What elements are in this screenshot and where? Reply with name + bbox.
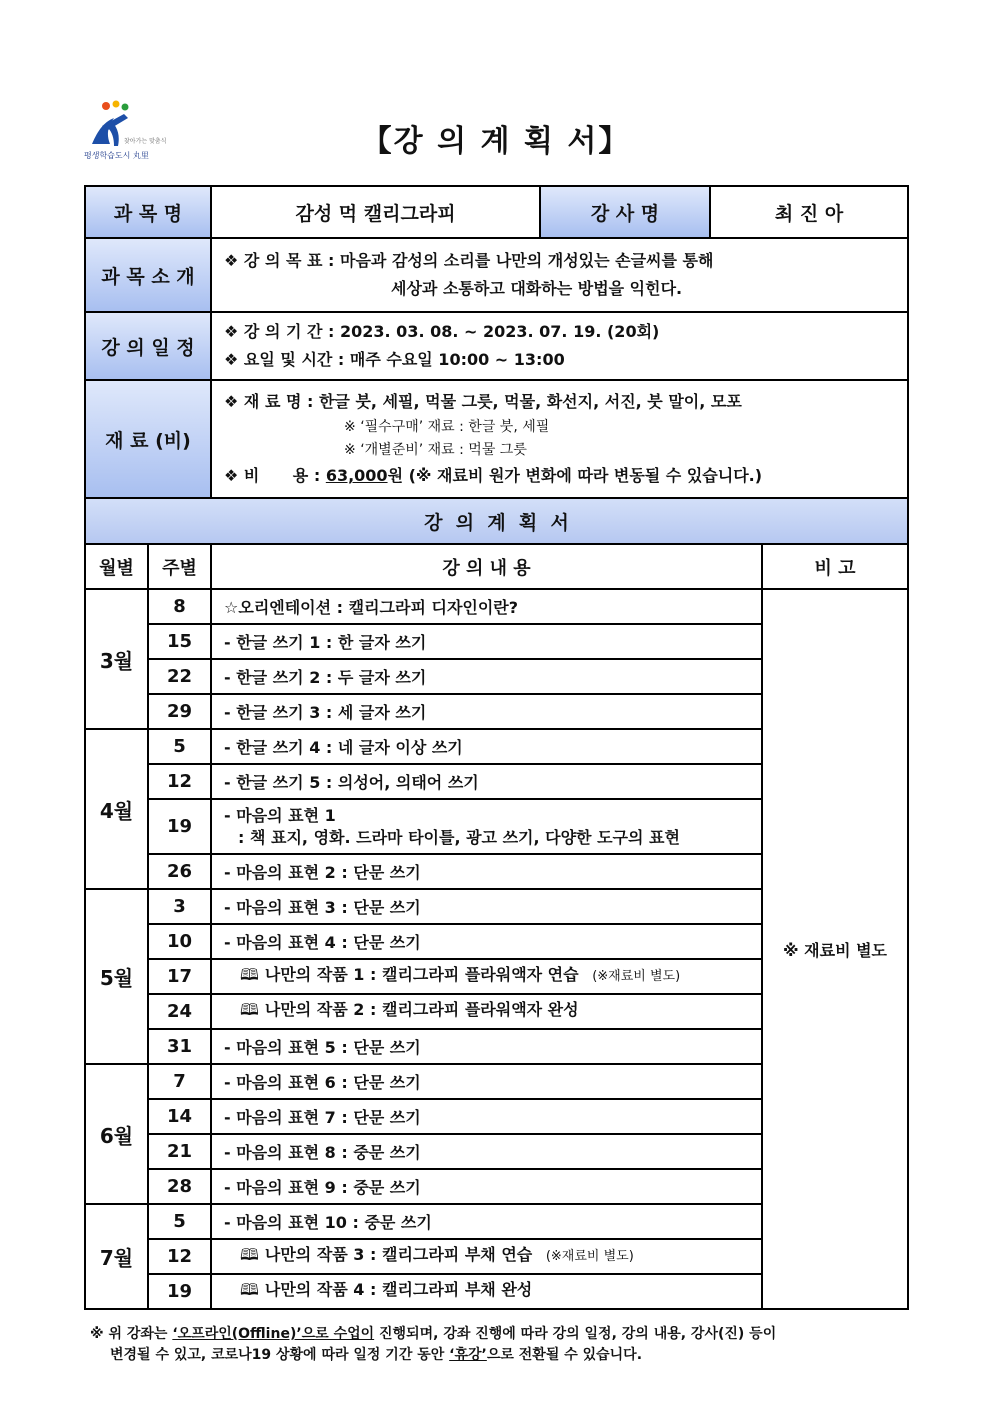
logo-org: 평생학습도시 丸里 xyxy=(84,151,149,160)
content-cell xyxy=(211,889,762,924)
page-title: 【강 의 계 획 서】 xyxy=(361,124,631,159)
intro-line-2: 세상과 소통하고 대화하는 방법을 익힌다. xyxy=(391,279,683,298)
content-text: - 마음의 표현 2 : 단문 쓰기 xyxy=(224,863,421,882)
footer-line-2 xyxy=(90,1345,920,1366)
week-cell: 19 xyxy=(148,799,211,854)
materials-row xyxy=(85,380,908,498)
book-icon: 🕮 xyxy=(240,1245,259,1264)
week-cell: 28 xyxy=(148,1169,211,1204)
month-cell: 5월 xyxy=(85,889,148,1064)
lecture-plan-table xyxy=(84,185,909,1310)
logo-tagline: 찾아가는 맞춤식 xyxy=(124,138,167,145)
content-cell xyxy=(211,1239,762,1274)
subject-value: 감성 먹 캘리그라피 xyxy=(211,186,540,238)
content-text: - 한글 쓰기 5 : 의성어, 의태어 쓰기 xyxy=(224,773,479,792)
content-text: - 마음의 표현 10 : 중문 쓰기 xyxy=(224,1213,432,1232)
content-text: 나만의 작품 3 : 캘리그라피 부채 연습 xyxy=(264,1245,533,1264)
content-text: - 마음의 표현 9 : 중문 쓰기 xyxy=(224,1178,421,1197)
content-line-1 xyxy=(224,805,749,827)
week-cell: 24 xyxy=(148,994,211,1029)
week-cell: 19 xyxy=(148,1274,211,1309)
content-text: - 마음의 표현 1 xyxy=(224,805,336,825)
content-cell xyxy=(211,729,762,764)
cost-prefix: ❖ 비 용 : xyxy=(224,466,326,485)
col-week-header: 주별 xyxy=(148,544,211,589)
cost-amount: 63,000 xyxy=(325,466,388,485)
content-cell xyxy=(211,1204,762,1239)
content-cell xyxy=(211,764,762,799)
content-text: 나만의 작품 2 : 캘리그라피 플라워액자 완성 xyxy=(264,1000,579,1019)
content-text: - 마음의 표현 7 : 단문 쓰기 xyxy=(224,1108,421,1127)
col-note-header: 비 고 xyxy=(762,544,908,589)
content-line-2: : 책 표지, 영화. 드라마 타이틀, 광고 쓰기, 다양한 도구의 표현 xyxy=(238,827,680,847)
content-cell xyxy=(211,694,762,729)
content-text: - 마음의 표현 5 : 단문 쓰기 xyxy=(224,1038,421,1057)
content-cell xyxy=(211,624,762,659)
plan-header-row xyxy=(85,544,908,589)
footer-underline-1: ‘오프라인(Offline)’으로 수업이 xyxy=(172,1326,375,1342)
content-cell xyxy=(211,1169,762,1204)
week-cell: 17 xyxy=(148,959,211,994)
week-cell: 5 xyxy=(148,1204,211,1239)
plan-banner-row xyxy=(85,498,908,544)
content-cell xyxy=(211,1064,762,1099)
plan-banner: 강 의 계 획 서 xyxy=(85,498,908,544)
footer-underline-2: ‘휴강’ xyxy=(449,1347,487,1363)
schedule-content xyxy=(211,312,908,380)
footer-text-2: 진행되며, 강좌 진행에 따라 강의 일정, 강의 내용, 강사(진) 등이 xyxy=(374,1326,777,1342)
content-text: - 마음의 표현 8 : 중문 쓰기 xyxy=(224,1143,421,1162)
week-cell: 15 xyxy=(148,624,211,659)
materials-label: 재 료 (비) xyxy=(85,380,211,498)
book-icon: 🕮 xyxy=(240,1280,259,1299)
materials-note-2: ※ ‘개별준비’ 재료 : 먹물 그릇 xyxy=(344,442,527,458)
content-cell xyxy=(211,659,762,694)
week-cell: 26 xyxy=(148,854,211,889)
content-text: - 한글 쓰기 4 : 네 글자 이상 쓰기 xyxy=(224,738,463,757)
materials-note-1: ※ ‘필수구매’ 재료 : 한글 붓, 세필 xyxy=(344,419,550,435)
content-text: - 마음의 표현 3 : 단문 쓰기 xyxy=(224,898,421,917)
content-cell xyxy=(211,1029,762,1064)
week-cell: 31 xyxy=(148,1029,211,1064)
content-text: - 마음의 표현 4 : 단문 쓰기 xyxy=(224,933,421,952)
subject-row xyxy=(85,186,908,238)
week-cell: 14 xyxy=(148,1099,211,1134)
cost-suffix: 원 (※ 재료비 원가 변화에 따라 변동될 수 있습니다.) xyxy=(387,466,763,485)
schedule-row xyxy=(85,312,908,380)
intro-row xyxy=(85,238,908,312)
col-content-header: 강 의 내 용 xyxy=(211,544,762,589)
col-month-header: 월별 xyxy=(85,544,148,589)
content-cell xyxy=(211,1274,762,1309)
table-row xyxy=(85,589,908,624)
month-cell: 3월 xyxy=(85,589,148,729)
content-text: - 마음의 표현 6 : 단문 쓰기 xyxy=(224,1073,421,1092)
content-cell xyxy=(211,924,762,959)
month-cell: 7월 xyxy=(85,1204,148,1309)
content-cell xyxy=(211,994,762,1029)
footer-text-4: 으로 전환될 수 있습니다. xyxy=(486,1347,643,1363)
schedule-line-1: ❖ 강 의 기 간 : 2023. 03. 08. ~ 2023. 07. 19. (20회) xyxy=(224,322,660,341)
content-cell xyxy=(211,959,762,994)
content-text: - 한글 쓰기 3 : 세 글자 쓰기 xyxy=(224,703,427,722)
content-cell xyxy=(211,589,762,624)
schedule-line-2: ❖ 요일 및 시간 : 매주 수요일 10:00 ~ 13:00 xyxy=(224,350,565,369)
week-cell: 8 xyxy=(148,589,211,624)
remark-cell: ※ 재료비 별도 xyxy=(762,589,908,1309)
content-note: (※재료비 별도) xyxy=(592,969,681,984)
intro-content xyxy=(211,238,908,312)
instructor-value: 최 진 아 xyxy=(710,186,908,238)
instructor-label: 강 사 명 xyxy=(540,186,710,238)
content-cell xyxy=(211,1099,762,1134)
content-text: - 한글 쓰기 1 : 한 글자 쓰기 xyxy=(224,633,427,652)
materials-line-1: ❖ 재 료 명 : 한글 붓, 세필, 먹물 그릇, 먹물, 화선지, 서진, 붓 말이, 모포 xyxy=(224,392,742,411)
materials-content xyxy=(211,380,908,498)
content-cell xyxy=(211,1134,762,1169)
content-cell xyxy=(211,854,762,889)
subject-label: 과 목 명 xyxy=(85,186,211,238)
footer-line-1 xyxy=(90,1324,920,1345)
week-cell: 3 xyxy=(148,889,211,924)
week-cell: 12 xyxy=(148,764,211,799)
footer-note xyxy=(90,1324,920,1366)
week-cell: 12 xyxy=(148,1239,211,1274)
week-cell: 21 xyxy=(148,1134,211,1169)
month-cell: 4월 xyxy=(85,729,148,889)
intro-line-1: ❖ 강 의 목 표 : 마음과 감성의 소리를 나만의 개성있는 손글씨를 통해 xyxy=(224,251,714,270)
content-text: ☆오리엔테이션 : 캘리그라피 디자인이란? xyxy=(224,598,519,617)
week-cell: 22 xyxy=(148,659,211,694)
week-cell: 5 xyxy=(148,729,211,764)
content-cell xyxy=(211,799,762,854)
footer-text-3: 변경될 수 있고, 코로나19 상황에 따라 일정 기간 동안 xyxy=(110,1347,450,1363)
week-cell: 7 xyxy=(148,1064,211,1099)
week-cell: 10 xyxy=(148,924,211,959)
book-icon: 🕮 xyxy=(240,1000,259,1019)
schedule-label: 강 의 일 정 xyxy=(85,312,211,380)
book-icon: 🕮 xyxy=(240,965,259,984)
content-note: (※재료비 별도) xyxy=(545,1249,634,1264)
intro-label: 과 목 소 개 xyxy=(85,238,211,312)
content-text: 나만의 작품 1 : 캘리그라피 플라워액자 연습 xyxy=(264,965,579,984)
cost-line xyxy=(224,462,895,490)
month-cell: 6월 xyxy=(85,1064,148,1204)
week-cell: 29 xyxy=(148,694,211,729)
footer-text-1: ※ 위 강좌는 xyxy=(90,1326,173,1342)
content-text: 나만의 작품 4 : 캘리그라피 부채 완성 xyxy=(264,1280,533,1299)
content-text: - 한글 쓰기 2 : 두 글자 쓰기 xyxy=(224,668,427,687)
